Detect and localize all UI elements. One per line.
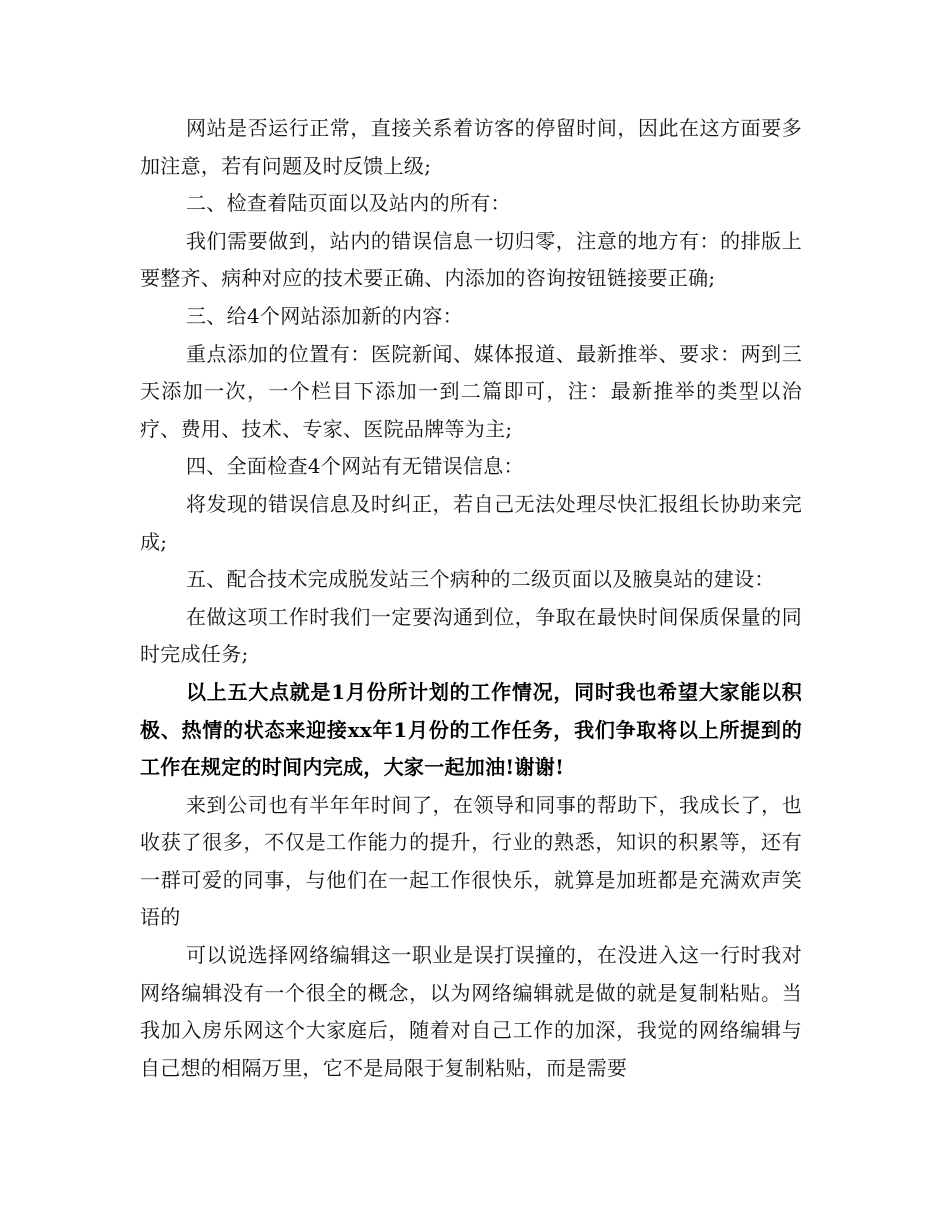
- section-heading-2: 二、检查着陆页面以及站内的所有：: [186, 191, 511, 216]
- paragraph-section-5: 在做这项工作时我们一定要沟通到位，争取在最快时间保质保量的同时完成任务;: [140, 604, 802, 667]
- summary-paragraph: 以上五大点就是1月份所计划的工作情况，同时我也希望大家能以积极、热情的状态来迎接xx年1月份的工作任务，我们争取将以上所提到的工作在规定的时间内完成，大家一起加油!谢谢!: [140, 679, 802, 780]
- paragraph-intro: 网站是否运行正常，直接关系着访客的停留时间，因此在这方面要多加注意，若有问题及时反馈上级;: [140, 116, 802, 178]
- paragraph-reflection: 来到公司也有半年年时间了，在领导和同事的帮助下，我成长了，也收获了很多，不仅是工作能力的提升，行业的熟悉，知识的积累等，还有一群可爱的同事，与他们在一起工作很快乐，就算是加班都是充满欢声笑语的: [140, 792, 802, 930]
- paragraph-section-3: 重点添加的位置有：医院新闻、媒体报道、最新推举、要求：两到三天添加一次，一个栏目下添加一到二篇即可，注：最新推举的类型以治疗、费用、技术、专家、医院品牌等为主;: [140, 341, 802, 441]
- section-heading-4: 四、全面检查4个网站有无错误信息：: [186, 454, 524, 479]
- section-heading-5: 五、配合技术完成脱发站三个病种的二级页面以及腋臭站的建设：: [186, 567, 775, 592]
- section-heading-3: 三、给4个网站添加新的内容：: [186, 303, 463, 328]
- paragraph-section-4: 将发现的错误信息及时纠正，若自己无法处理尽快汇报组长协助来完成;: [140, 491, 802, 554]
- paragraph-career: 可以说选择网络编辑这一职业是误打误撞的，在没进入这一行时我对网络编辑没有一个很全的概念，以为网络编辑就是做的就是复制粘贴。当我加入房乐网这个大家庭后，随着对自己工作的加深，我觉的网络编辑与自己想的相隔万里，它不是局限于复制粘贴，而是需要: [140, 943, 802, 1080]
- document-body: [140, 110, 802, 1087]
- paragraph-section-2: 我们需要做到，站内的错误信息一切归零，注意的地方有：的排版上要整齐、病种对应的技术要正确、内添加的咨询按钮链接要正确;: [140, 228, 802, 291]
